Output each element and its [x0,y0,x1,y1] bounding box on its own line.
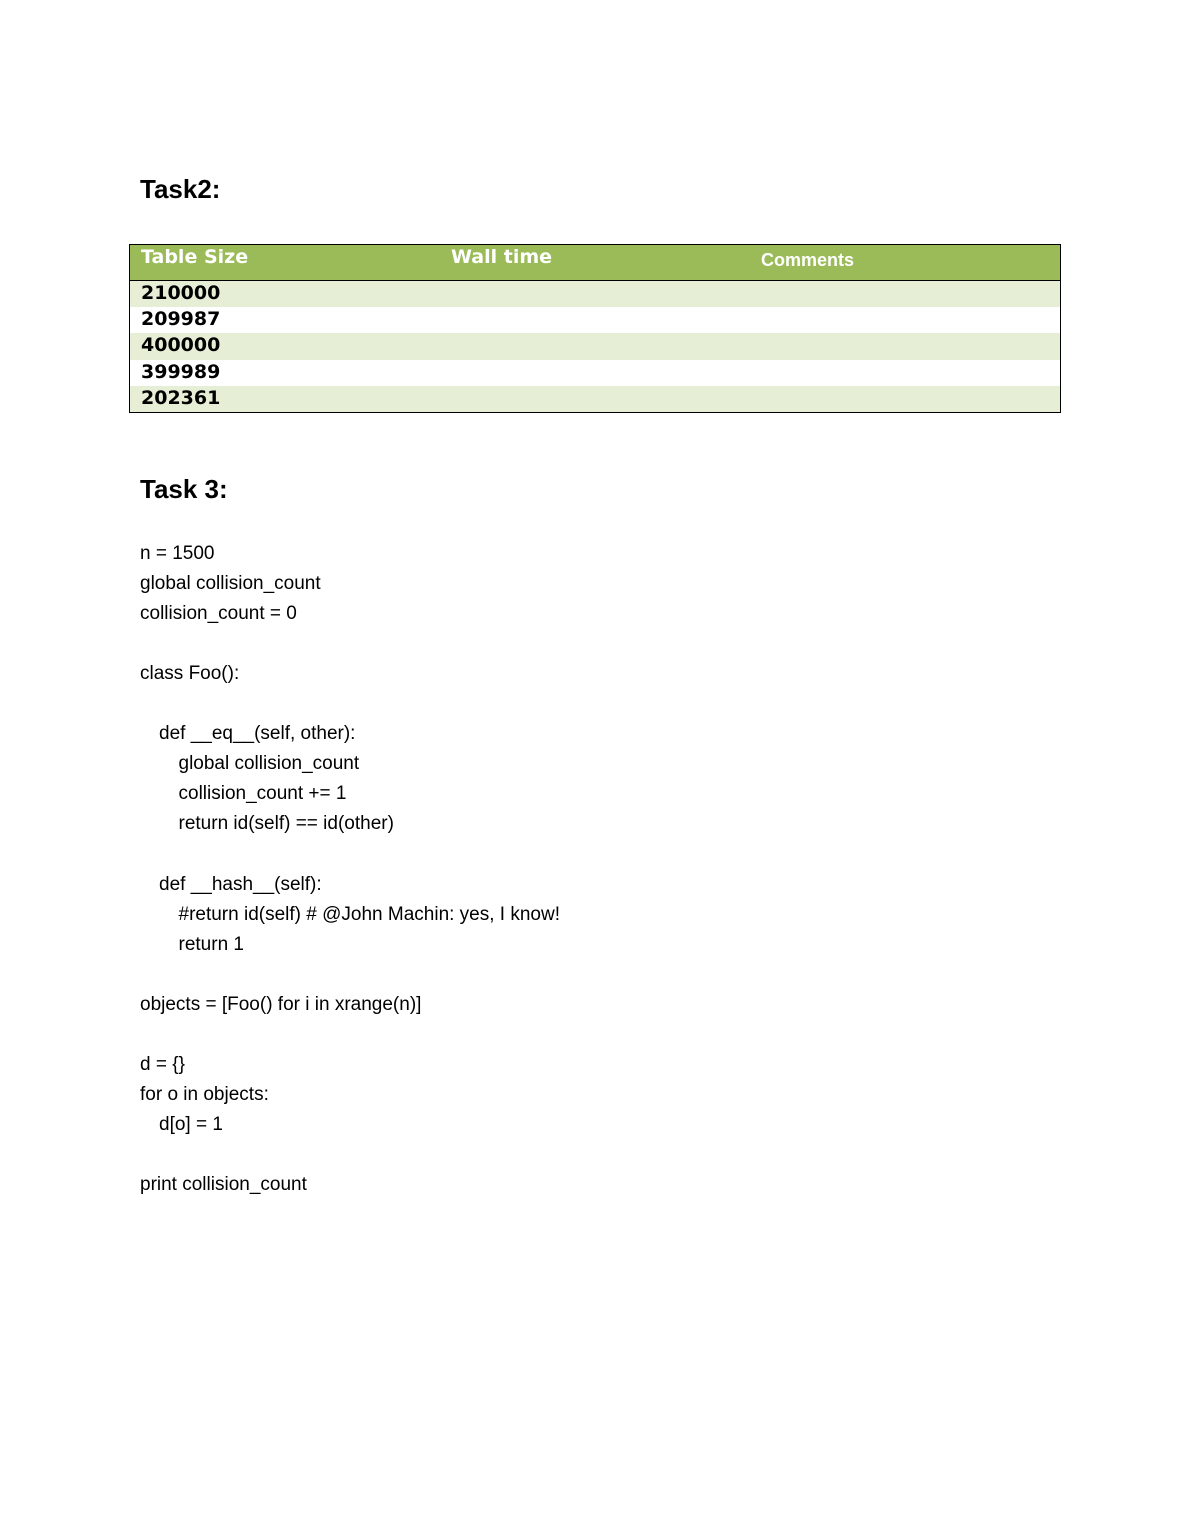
cell-table-size: 400000 [141,334,221,357]
header-table-size: Table Size [141,246,249,268]
code-line [140,629,1040,659]
code-line [140,839,1040,869]
table-row [130,386,1060,412]
header-wall-time: Wall time [451,246,553,268]
task2-heading: Task2: [140,174,221,204]
table-row [130,333,1060,359]
code-line: n = 1500 [140,543,215,564]
code-listing [140,539,1040,1200]
code-line: global collision_count [178,753,360,775]
code-line [140,960,1040,990]
task3-heading: Task 3: [140,474,228,504]
cell-table-size: 209987 [141,308,221,331]
code-line: objects = [Foo() for i in xrange(n)] [140,993,422,1015]
code-line: d[o] = 1 [159,1113,223,1135]
code-line: #return id(self) # @John Machin: yes, I know! [178,903,561,925]
code-line [140,1140,1040,1170]
code-line: def __hash__(self): [159,873,322,895]
code-line: return 1 [178,933,244,955]
header-comments: Comments [761,250,855,270]
code-line: for o in objects: [140,1083,269,1105]
code-line: global collision_count [140,573,321,595]
code-line [140,689,1040,719]
code-line: return id(self) == id(other) [178,813,394,835]
table-row [130,307,1060,333]
code-line: collision_count = 0 [140,603,297,625]
code-line: print collision_count [140,1173,307,1195]
cell-table-size: 202361 [141,386,221,409]
code-line: d = {} [140,1053,185,1075]
code-line [140,1020,1040,1050]
table-row [130,360,1060,386]
table-header-row [130,245,1060,281]
code-line: def __eq__(self, other): [159,723,356,745]
cell-table-size: 399989 [141,360,221,383]
cell-table-size: 210000 [141,282,221,304]
code-line: class Foo(): [140,663,240,685]
table-row [130,281,1060,307]
code-line: collision_count += 1 [178,783,347,805]
results-table [129,244,1061,413]
